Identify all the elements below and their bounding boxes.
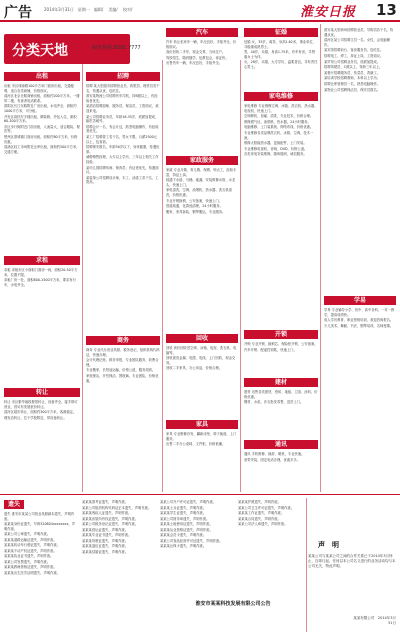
- ad-item: 回收二手家具、办公用品，价格合理。: [166, 366, 223, 371]
- ad-item: 招聘仓库管理员一名，熟悉电脑操作。: [324, 81, 381, 86]
- ad-item: 回收 高价回收旧空调、冰箱、电视、洗衣机、电脑等。: [166, 346, 237, 355]
- ad-item: 诚聘销售经理，大专以上学历，三年以上相关工作经验。: [86, 155, 159, 164]
- page-number: 13: [376, 1, 397, 19]
- notice-item: 某某公司食品经营许可证遗失，声明作废。: [160, 538, 223, 543]
- notice-item: 某某公司组织机构代码证正本遗失，声明作废。: [82, 505, 152, 510]
- section-header-zhenghun: 征婚: [244, 28, 318, 37]
- section-header-shangwu: 商务: [86, 336, 160, 345]
- notice-item: 遗失 淮安市某某公司营业执照副本遗失，声明作废。: [4, 512, 75, 521]
- ad-item: 空调移机、加氟、清洗，专业技术，价格合理。: [244, 114, 314, 119]
- notice-item: 某某某不动产权证遗失，声明作废。: [4, 548, 57, 553]
- bottom-divider: [0, 494, 400, 495]
- notice-item: 某某公司财务章遗失，声明作废。: [160, 516, 210, 521]
- ad-item: 专业搬家、长短途运输，价格公道，服务周到。: [86, 368, 156, 373]
- section-header-qiuzu: 求租: [4, 256, 80, 265]
- ad-item: 高价回收二手车，现金交易，当场过户。: [166, 50, 226, 55]
- ad-item: 会计代理记账、税务申报，专业团队服务，收费合理。: [86, 358, 159, 367]
- ad-item: 某公司招聘业务员，年龄18-35岁，底薪加提成，能吃苦耐劳。: [86, 114, 159, 124]
- column-chuzu: [4, 84, 80, 252]
- notice-item: 某某某驾驶证遗失，声明作废。: [82, 538, 129, 543]
- ad-item: 出售货车一辆，车况良好，手续齐全。: [166, 61, 223, 66]
- notice-item: 某某公司税务登记证遗失，声明作废。: [82, 522, 139, 526]
- ad-item: 疏通下水道、马桶、地漏，安装维修水管、水龙头，快速上门。: [166, 178, 236, 187]
- notice-item: 某某某房屋所有权证遗失，声明作废。: [82, 516, 139, 521]
- service-hotline: 服务热线:6591 7777: [92, 45, 141, 51]
- notice-column-1: [4, 512, 78, 632]
- ad-item: 回收废旧金属、电缆、电线，上门回收，现金交易。: [166, 356, 236, 365]
- column-divider: [162, 60, 163, 492]
- notice-column-3: [160, 500, 234, 598]
- column-zhaopin: [86, 84, 160, 328]
- ad-item: 淮阴区长江东路附近厂房出租，水电齐全，面积约1000平方米，可分租。: [4, 104, 77, 113]
- statement-signature: 某某有限公司 2014年3月31日: [353, 616, 396, 625]
- ad-item: 女，28岁，未婚，大专学历，温柔善良，寻有责任心男士。: [244, 60, 318, 69]
- ad-item: 家具 专业维修沙发、翻新床垫、椅子换面，上门服务。: [166, 432, 237, 441]
- ad-item: 学易 专业辅导小学、初中、高中各科，一对一教学，提高成绩快。: [324, 308, 395, 317]
- ad-item: 市区步行街附近门面出租，人流量大，适合服装、餐饮等。: [4, 124, 80, 134]
- section-header-jiancai: 建材: [244, 378, 318, 387]
- ad-item: 招聘电工、焊工，持证上岗，工资面议。: [324, 53, 384, 58]
- notice-item: 某某某护照遗失，声明作废。: [238, 500, 281, 504]
- ad-item: 某酒店招聘厨师、服务员、保洁员，工资面议，欢迎来电。: [86, 104, 159, 113]
- ad-item: 汽车 转让私家车一辆，车况良好，手续齐全，价格面议。: [166, 40, 237, 49]
- section-label: 广告: [4, 5, 32, 21]
- ad-item: 家政 专业月嫂、育儿嫂、保姆、钟点工，经验丰富，持证上岗。: [166, 168, 237, 177]
- statement-title: 声 明: [318, 541, 339, 549]
- ad-item: 维修太阳能热水器，更换配件，上门安装。: [244, 141, 307, 146]
- column-divider: [306, 498, 307, 632]
- ad-item: 专业维修各类品牌洗衣机、冰箱、空调，技术一流。: [244, 130, 314, 140]
- ad-item: 各类家电安装维修，随叫随到，诚信服务。: [244, 152, 307, 157]
- column-divider: [82, 60, 83, 492]
- ad-item: 开发区高档写字楼出租，精装修，拎包入住，面积60-300平方米。: [4, 114, 77, 124]
- section-header-zhuanrang: 转让: [4, 388, 80, 397]
- notice-item: 某某公司开户许可证遗失，声明作废。: [160, 500, 217, 504]
- ad-item: 某餐厅招聘服务员、传菜员、洗碗工。: [324, 70, 381, 75]
- notice-item: 某某某营运证遗失，声明作废。: [82, 527, 129, 532]
- page-header: [0, 0, 400, 22]
- ad-item: 通讯 手机维修、换屏、刷机，专业快速。: [244, 452, 305, 456]
- notice-item: 某某某教师资格证遗失，声明作废。: [4, 565, 57, 569]
- ad-item: 某物业公司招聘保洁员、保安员数名。: [324, 87, 381, 92]
- notice-item: 某某某出生医学证明遗失，声明作废。: [4, 570, 61, 575]
- notice-item: 某某某会员卡遗失，声明作废。: [160, 533, 207, 537]
- ad-item: 某培训学校招聘教师，本科以上学历。: [324, 76, 381, 81]
- column-divider: [320, 24, 321, 492]
- notice-column-4: [238, 500, 304, 598]
- banner-title: 分类天地: [12, 43, 68, 59]
- ad-item: 家庭保洁、开荒保洁、擦玻璃，专业团队，价格优惠。: [86, 373, 159, 383]
- ad-item: 电脑维修、上门装系统、网络布线，价格优惠。: [244, 125, 314, 130]
- section-header-qiche: 汽车: [166, 28, 238, 37]
- column-qiuzu: [4, 268, 80, 318]
- notice-item: 某某某执业证书遗失，声明作废。: [4, 554, 54, 558]
- ad-item: 家电清洗，空调、油烟机、热水器、洗衣机清洗，价格优惠。: [166, 188, 232, 197]
- column-shangwu: [86, 348, 160, 488]
- column-divider: [240, 60, 241, 492]
- notice-item: 某某公司法人章遗失，声明作废。: [238, 522, 288, 526]
- ad-item: 转让 市区繁华地段餐馆转让，设备齐全，接手即可营业，因另有发展低价转让。: [4, 400, 78, 409]
- notice-item: 某某某机动车行驶证遗失，声明作废。: [4, 543, 61, 547]
- ad-item: 商务 专业代办营业执照、税务登记、组织机构代码证，快速办理。: [86, 348, 160, 357]
- ad-item: 管道疏通、化粪池清理，24小时服务。: [166, 204, 223, 209]
- ad-item: 清浦区轻工市场附近仓库出租，面积约500平方米，交通方便。: [4, 145, 80, 154]
- ad-item: 某装饰公司招聘设计师、木工、油漆工若干名，工资高。: [86, 175, 159, 185]
- notice-item: 某某某结婚证遗失，声明作废。: [82, 549, 129, 554]
- notice-item: 某某某工作证遗失，声明作废。: [238, 511, 285, 515]
- ad-item: 驾校招生，随到随学，包教包会，拿证快。: [166, 55, 229, 60]
- ad-item: 宽带安装、固定电话办理，优惠多多。: [244, 457, 301, 462]
- ad-item: 招聘保安数名，年龄50岁以下，身体健康，待遇优厚。: [86, 145, 160, 154]
- ad-item: 招聘 某大型超市招聘营业员、收银员、理货员若干名，待遇从优，包吃住。: [86, 84, 160, 93]
- ad-item: 清河区某公司招聘文员一名，女性，会电脑操作。: [324, 38, 390, 47]
- ad-item: 专业维修电视机、音响、DVD，价格公道。: [244, 146, 308, 151]
- notice-item: 某某某道路运输证遗失，声明作废。: [4, 537, 57, 542]
- notice-item: 某某某从业资格证遗失，声明作废。: [160, 527, 213, 532]
- ad-item: 专业开锁换锁，公安备案，快速上门。: [166, 198, 223, 203]
- ad-item: 家电维修 专业维修空调、冰箱、洗衣机、热水器、电视机，快速上门。: [244, 104, 318, 113]
- column-jiaju: [166, 432, 238, 490]
- section-header-xuexi: 学易: [324, 296, 396, 305]
- notice-item: 某某某学生证遗失，声明作废。: [160, 511, 207, 515]
- ad-item: 开锁 专业开锁、换锁芯、保险柜开锁，公安备案。: [244, 342, 318, 346]
- section-header-zhaopin: 招聘: [86, 72, 160, 81]
- column-jiazheng: [166, 168, 238, 328]
- ad-item: 某工厂招聘普工若干名，男女不限，月薪2500元以上，包食宿。: [86, 134, 158, 144]
- notice-item: 某某某退伍证遗失，声明作废。: [82, 544, 129, 548]
- ad-item: 清河区北京北路商铺出租，面积约200平方米，一楼带二楼，有意者电话联系。: [4, 94, 80, 103]
- notice-item: 某某某土地使用证遗失，声明作废。: [160, 522, 213, 526]
- section-header-yishi: 遗失: [4, 500, 24, 509]
- column-xuexi: [324, 308, 396, 490]
- ad-item: 某贸易公司招聘业务员，底薪加提成。: [324, 59, 381, 64]
- notice-item: 某某公司公章遗失，声明作废。: [4, 532, 51, 536]
- ad-item: 男，40岁，未婚，身高1.75米，有车有房，寻贤惠女士为伴。: [244, 50, 315, 59]
- ad-item: 清河区超市转让，面积约300平方米，客源稳定。: [4, 410, 77, 415]
- ad-item: 少儿美术、舞蹈、书法、钢琴培训，名师授课。: [324, 323, 394, 328]
- ad-item: 理发店转让，位于学校附近，带设备转让。: [4, 415, 67, 420]
- ad-item: 楚州区淮城镇门面房出租，面积约80平方米，价格优惠。: [4, 134, 78, 144]
- ad-item: 征婚 女，35岁，离异，身高1.62米，事业单位，寻稳重成熟男士。: [244, 40, 316, 49]
- statement-text: 某某公司与某某公司之间的合作关系已于2014年3月终止，自即日起，任何以本公司名义进行的业务活动均与本公司无关，特此声明。: [308, 554, 396, 568]
- column-kaisuo: [244, 342, 318, 378]
- company-notice-title: 淮安市某某科技发展有限公司公告: [195, 601, 271, 607]
- notice-item: 某某某士兵证遗失，声明作废。: [160, 505, 207, 510]
- section-header-jiazheng: 家政服务: [166, 156, 238, 165]
- issue-meta: 2014年3月31日 星期一 编辑/ 美编/ 校对/: [44, 7, 133, 12]
- section-header-jiadian: 家电维修: [244, 92, 318, 101]
- ad-item: 搬家、家具拆装、钢琴搬运，专业服务。: [166, 209, 226, 214]
- ad-item: 淮安某物流公司招聘货车司机，持B照以上，有经验者优先。: [86, 94, 158, 103]
- notice-item: 某某某合同遗失，声明作废。: [238, 516, 281, 521]
- ad-item: 建材 出售各类建材，瓷砖、地板、卫浴、涂料，价格优惠。: [244, 390, 318, 399]
- ad-item: 招聘会计一名，有会计证，熟悉电脑操作，有经验者优先。: [86, 124, 159, 134]
- ad-item: 招聘驾驶员，C照以上，驾龄三年以上。: [324, 65, 383, 70]
- ad-item: 某幼儿园招聘幼师、保育员，有证者优先，待遇面议。: [86, 165, 159, 175]
- column-jiancai: [244, 390, 318, 436]
- section-header-jiaju: 家具: [166, 420, 238, 429]
- notice-item: 某某某毕业证书遗失，声明作废。: [82, 533, 132, 537]
- ad-item: 出租 市区城南路100平方米门面房出租，交通便利，适合各类商铺，价格面议。: [4, 84, 74, 93]
- notice-column-2: [82, 500, 156, 632]
- column-huishou: [166, 346, 238, 410]
- ad-item: 淮安某大型商场招聘营业员、导购员若干名，待遇从优。: [324, 28, 394, 37]
- notice-item: 某某某准考证遗失，声明作废。: [82, 500, 129, 504]
- column-jiadian: [244, 104, 318, 314]
- ad-item: 求租 求租市区小面积门面房一间，面积20-50平方米，位置不限。: [4, 268, 78, 277]
- notice-item: 某某公司卫生许可证遗失，声明作废。: [238, 505, 295, 510]
- ad-item: 维修燃气灶、油烟机、热水器，24小时服务。: [244, 119, 311, 124]
- ad-item: 求租厂房一处，面积800-1500平方米，要求有行车，水电齐全。: [4, 278, 76, 287]
- notice-item: 某某某社保卡遗失，声明作废。: [160, 544, 207, 548]
- section-header-tongxun: 通讯: [244, 440, 318, 449]
- ad-item: 出售二手办公桌椅、文件柜，价格低廉。: [166, 442, 226, 447]
- column-tongxun: [244, 452, 318, 490]
- section-header-huishou: 回收: [166, 334, 238, 343]
- section-header-chuzu: 出租: [4, 72, 80, 81]
- newspaper-logo: 淮安日报: [300, 5, 357, 20]
- ad-item: 成人学历教育、职业资格培训，欢迎咨询报名。: [324, 318, 394, 323]
- column-zhenghun: [244, 40, 318, 90]
- column-qiche: [166, 40, 238, 130]
- ad-item: 钢材、水泥、沙石批发零售，送货上门。: [244, 400, 304, 405]
- ad-item: 汽车开锁、配遥控钥匙，快速上门。: [244, 347, 297, 352]
- column-zhaopin-2: [324, 28, 396, 290]
- notice-item: 某某公司发票遗失，声明作废。: [4, 559, 51, 564]
- notice-item: 某某某残疾人证遗失，声明作废。: [82, 511, 132, 515]
- section-header-kaisuo: 开锁: [244, 330, 318, 339]
- column-zhuanrang: [4, 400, 80, 490]
- notice-item: 某某某身份证遗失，号码320804xxxxxxxx，声明作废。: [4, 522, 76, 531]
- ad-item: 某宾馆招聘前台、客房服务员，包吃住。: [324, 48, 384, 53]
